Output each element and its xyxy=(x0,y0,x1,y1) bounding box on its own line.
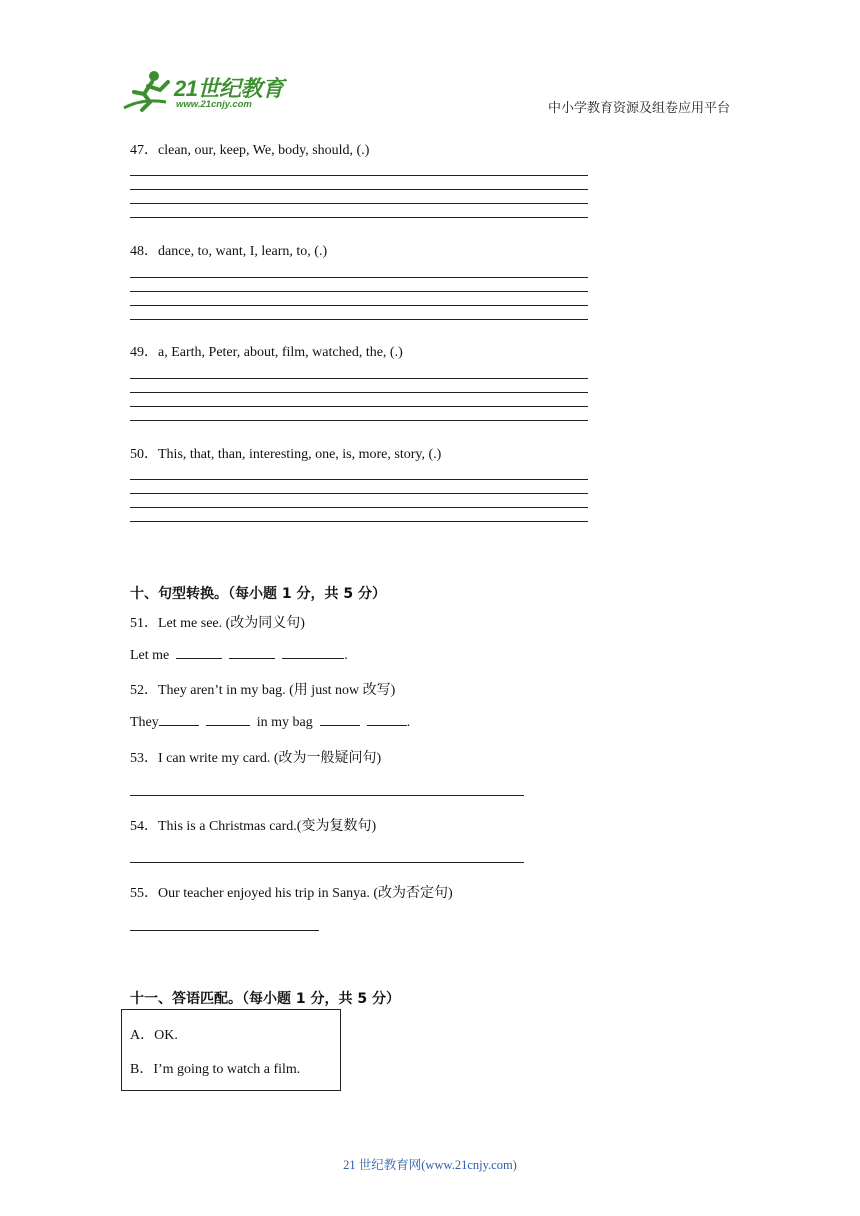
answer-line xyxy=(130,420,588,421)
question-words: This, that, than, interesting, one, is, more, story, (.) xyxy=(158,447,442,462)
answer-middle: in my bag xyxy=(256,715,313,730)
answer-suffix: . xyxy=(344,648,348,663)
question-number: 51． xyxy=(130,616,158,631)
answer-line xyxy=(130,217,588,218)
fill-blank[interactable] xyxy=(229,646,275,659)
options-box xyxy=(121,1009,341,1091)
question-number: 53． xyxy=(130,751,158,766)
logo-url-text: www.21cnjy.com xyxy=(176,99,252,110)
answer-51 xyxy=(130,646,348,664)
runner-logo-icon xyxy=(122,68,178,114)
fill-blank[interactable] xyxy=(206,713,250,726)
answer-line xyxy=(130,203,588,204)
fill-blank[interactable] xyxy=(367,713,407,726)
answer-line[interactable] xyxy=(130,862,524,863)
answer-suffix: . xyxy=(406,715,411,730)
logo xyxy=(122,68,292,116)
question-54 xyxy=(130,815,376,835)
question-49 xyxy=(130,341,403,361)
question-words: a, Earth, Peter, about, film, watched, the, (.) xyxy=(158,345,403,360)
question-48 xyxy=(130,240,327,260)
question-number: 48． xyxy=(130,244,158,259)
option-b xyxy=(130,1058,300,1078)
question-number: 54． xyxy=(130,819,158,834)
option-label: A． xyxy=(130,1028,155,1043)
option-text: OK. xyxy=(154,1028,178,1043)
question-text: I can write my card. (改为一般疑问句) xyxy=(158,751,382,766)
fill-blank[interactable] xyxy=(159,713,199,726)
answer-line[interactable] xyxy=(130,795,524,796)
answer-prefix: Let me xyxy=(130,648,170,663)
answer-line xyxy=(130,189,588,190)
answer-line xyxy=(130,493,588,494)
question-47 xyxy=(130,139,369,159)
answer-52 xyxy=(130,713,410,731)
answer-line xyxy=(130,392,588,393)
answer-line xyxy=(130,479,588,480)
fill-blank[interactable] xyxy=(320,713,360,726)
question-text: Let me see. (改为同义句) xyxy=(158,616,305,631)
question-52 xyxy=(130,679,395,699)
question-text: This is a Christmas card.(变为复数句) xyxy=(158,819,377,834)
answer-line xyxy=(130,175,588,176)
section-11-title: 十一、答语匹配。（每小题 1 分，共 5 分） xyxy=(130,991,400,1007)
answer-line xyxy=(130,319,588,320)
answer-line xyxy=(130,378,588,379)
option-label: B． xyxy=(130,1062,154,1077)
section-10-title: 十、句型转换。（每小题 1 分，共 5 分） xyxy=(130,586,386,602)
question-53 xyxy=(130,747,381,767)
question-50 xyxy=(130,443,441,463)
answer-line xyxy=(130,507,588,508)
fill-blank[interactable] xyxy=(282,646,344,659)
answer-line[interactable] xyxy=(130,930,319,931)
option-a xyxy=(130,1024,178,1044)
question-number: 49． xyxy=(130,345,158,360)
logo-main-text: 21世纪教育 xyxy=(174,76,284,101)
header-platform-text: 中小学教育资源及组卷应用平台 xyxy=(547,101,730,116)
answer-line xyxy=(130,277,588,278)
question-number: 50． xyxy=(130,447,158,462)
question-words: clean, our, keep, We, body, should, (.) xyxy=(158,143,370,158)
question-number: 55． xyxy=(130,886,158,901)
fill-blank[interactable] xyxy=(176,646,222,659)
question-text: Our teacher enjoyed his trip in Sanya. (改为否定句) xyxy=(158,886,453,901)
answer-line xyxy=(130,305,588,306)
answer-line xyxy=(130,291,588,292)
option-text: I’m going to watch a film. xyxy=(153,1062,301,1077)
answer-prefix: They xyxy=(130,715,159,730)
question-number: 47． xyxy=(130,143,158,158)
question-words: dance, to, want, I, learn, to, (.) xyxy=(158,244,328,259)
footer-text[interactable]: 21 世纪教育网(www.21cnjy.com) xyxy=(343,1158,517,1172)
answer-line xyxy=(130,521,588,522)
answer-line xyxy=(130,406,588,407)
question-51 xyxy=(130,612,305,632)
question-text: They aren’t in my bag. (用 just now 改写) xyxy=(158,683,396,698)
question-number: 52． xyxy=(130,683,158,698)
question-55 xyxy=(130,882,453,902)
